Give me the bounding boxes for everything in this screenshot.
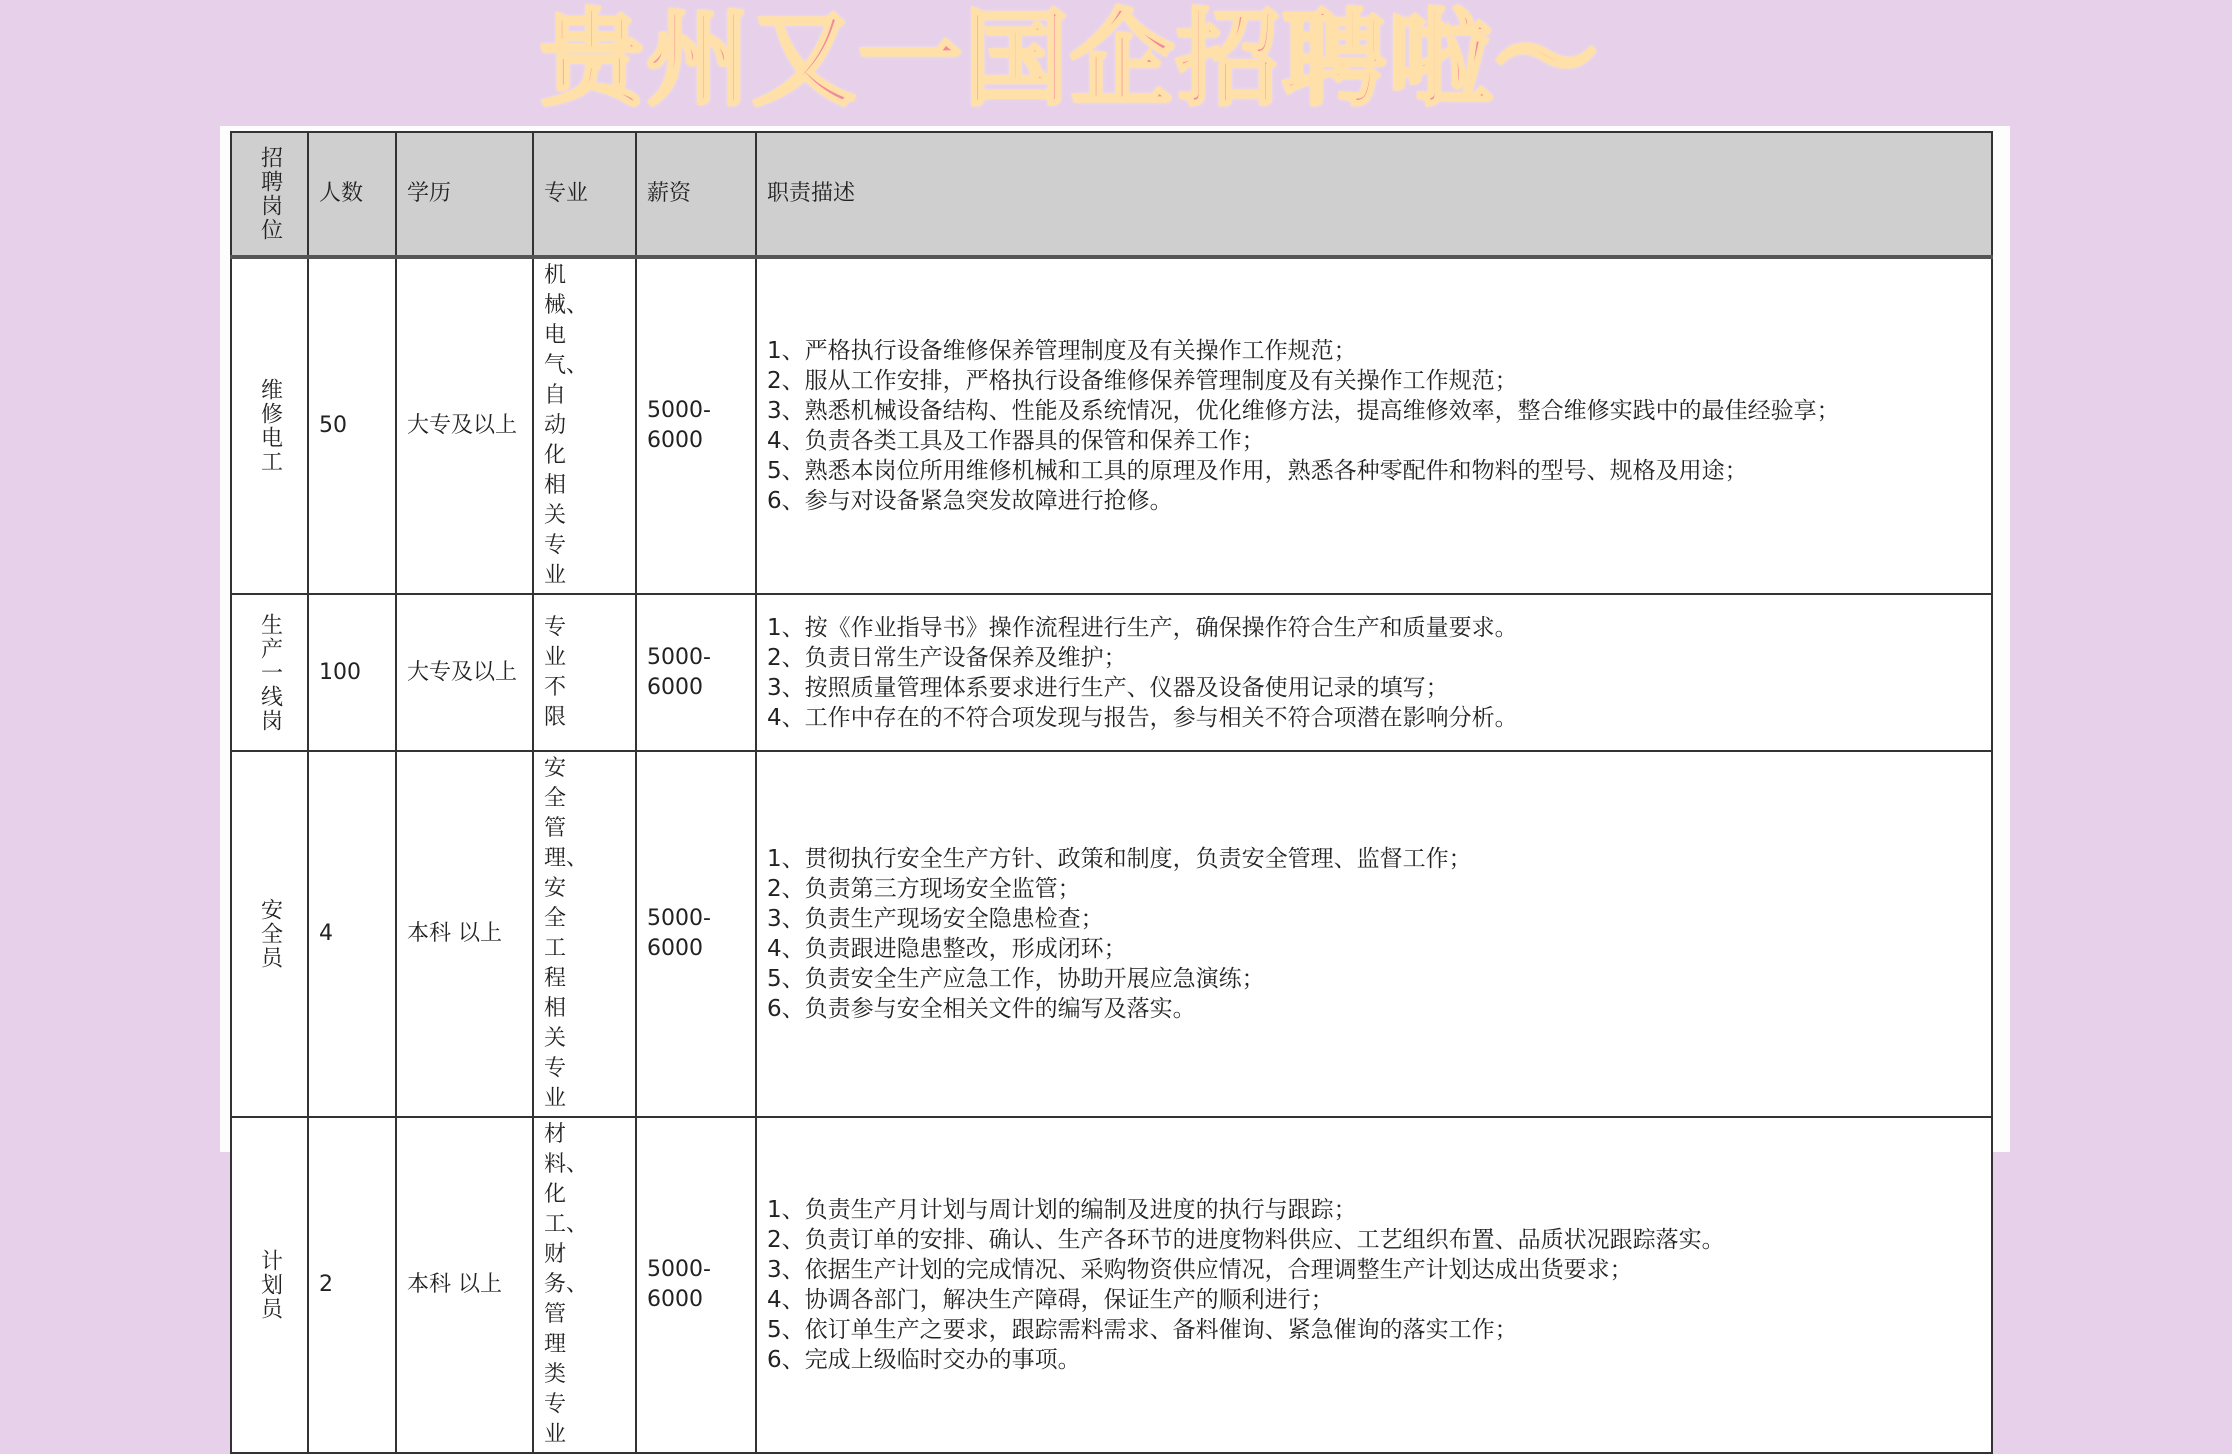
- duty-item: 3、依据生产计划的完成情况、采购物资供应情况，合理调整生产计划达成出货要求；: [767, 1257, 1633, 1283]
- duty-item: 2、负责日常生产设备保养及维护；: [767, 644, 1127, 671]
- count-cell: 4: [308, 751, 396, 1117]
- duties-list: [767, 336, 1981, 516]
- duty-item: 5、负责安全生产应急工作，协助开展应急演练；: [767, 966, 1265, 992]
- duty-item: 5、依订单生产之要求，跟踪需料需求、备料催询、紧急催询的落实工作；: [767, 1317, 1518, 1343]
- duty-item: 1、严格执行设备维修保养管理制度及有关操作工作规范；: [767, 338, 1357, 364]
- duty-item: 2、负责第三方现场安全监管；: [767, 876, 1081, 902]
- duty-item: 3、按照质量管理体系要求进行生产、仪器及设备使用记录的填写；: [767, 674, 1449, 701]
- duties-list: [767, 844, 1981, 1024]
- salary-cell: 5000-6000: [636, 594, 756, 751]
- duty-item: 6、负责参与安全相关文件的编写及落实。: [767, 996, 1196, 1022]
- duty-item: 3、熟悉机械设备结构、性能及系统情况，优化维修方法，提高维修效率，整合维修实践中的最佳经验享；: [767, 398, 1840, 424]
- duty-item: 4、协调各部门，解决生产障碍，保证生产的顺利进行；: [767, 1287, 1334, 1313]
- duty-item: 2、服从工作安排，严格执行设备维修保养管理制度及有关操作工作规范；: [767, 368, 1518, 394]
- table-row: [231, 257, 1992, 594]
- table-row: [231, 594, 1992, 751]
- salary-cell: 5000-6000: [636, 751, 756, 1117]
- duty-item: 2、负责订单的安排、确认、生产各环节的进度物料供应、工艺组织布置、品质状况跟踪落实。: [767, 1227, 1725, 1253]
- duty-item: 5、熟悉本岗位所用维修机械和工具的原理及作用，熟悉各种零配件和物料的型号、规格及用途；: [767, 458, 1748, 484]
- education-cell: 大专及以上: [396, 594, 533, 751]
- duties-list: [767, 613, 1981, 733]
- duty-item: 6、参与对设备紧急突发故障进行抢修。: [767, 488, 1173, 514]
- duty-item: 4、负责各类工具及工作器具的保管和保养工作；: [767, 428, 1265, 454]
- count-cell: 50: [308, 257, 396, 594]
- major-cell: 机械、电气、自动化相关专业: [544, 263, 589, 588]
- position-cell: 计划员: [257, 1249, 283, 1321]
- duties-list: [767, 1195, 1981, 1375]
- salary-cell: 5000-6000: [636, 257, 756, 594]
- position-cell: 生产一线岗: [257, 612, 283, 733]
- overlay-title: 贵州又一国企招聘啦～: [540, 0, 1601, 120]
- major-cell: 安全管理、安全工程相关专业: [544, 756, 589, 1111]
- count-cell: 100: [308, 594, 396, 751]
- position-cell: 安全员: [257, 898, 283, 970]
- major-cell: 材料、化工、财务、管理类专业: [544, 1122, 589, 1447]
- salary-cell: 5000-6000: [636, 1117, 756, 1453]
- table-row: [231, 1117, 1992, 1453]
- position-cell: 维修电工: [257, 378, 283, 474]
- header-major: 专业: [533, 132, 636, 257]
- education-cell: 本科 以上: [396, 1117, 533, 1453]
- header-duties: 职责描述: [756, 132, 1992, 257]
- table-row: [231, 751, 1992, 1117]
- duty-item: 4、负责跟进隐患整改，形成闭环；: [767, 936, 1127, 962]
- recruitment-table: [230, 131, 1993, 1454]
- header-salary: 薪资: [636, 132, 756, 257]
- major-cell: 专业不限: [544, 614, 567, 730]
- header-row: [231, 132, 1992, 257]
- header-count: 人数: [308, 132, 396, 257]
- duty-item: 4、工作中存在的不符合项发现与报告，参与相关不符合项潜在影响分析。: [767, 704, 1518, 731]
- header-position: 招聘岗位: [231, 132, 308, 257]
- education-cell: 大专及以上: [396, 257, 533, 594]
- duty-item: 6、完成上级临时交办的事项。: [767, 1347, 1081, 1373]
- count-cell: 2: [308, 1117, 396, 1453]
- duty-item: 3、负责生产现场安全隐患检查；: [767, 906, 1104, 932]
- duty-item: 1、按《作业指导书》操作流程进行生产，确保操作符合生产和质量要求。: [767, 614, 1518, 641]
- header-education: 学历: [396, 132, 533, 257]
- duty-item: 1、贯彻执行安全生产方针、政策和制度，负责安全管理、监督工作；: [767, 846, 1472, 872]
- education-cell: 本科 以上: [396, 751, 533, 1117]
- duty-item: 1、负责生产月计划与周计划的编制及进度的执行与跟踪；: [767, 1197, 1357, 1223]
